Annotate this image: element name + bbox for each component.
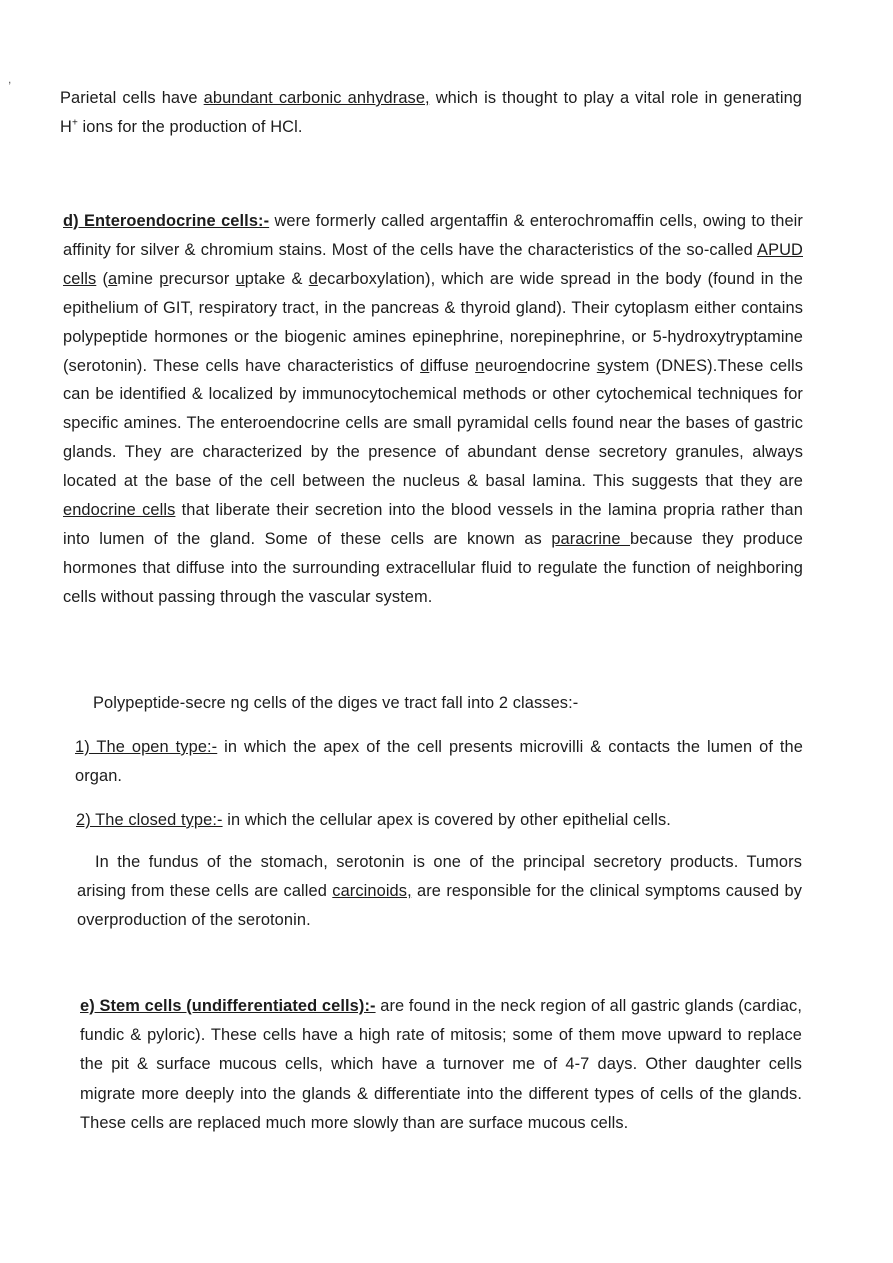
parietal-text-3: ions for the production of HCl. (77, 118, 303, 136)
endocrine-cells-term: endocrine cells (63, 501, 176, 520)
enteroendocrine-heading: d) Enteroendocrine cells:- (63, 212, 270, 230)
parietal-text-1: Parietal cells have (60, 89, 204, 107)
closed-type-text: in which the cellular apex is covered by other epithelial cells. (222, 811, 671, 829)
open-type-text: in which the apex of the cell presents microvilli & contacts the lumen of the organ. (75, 738, 803, 785)
apud-letter-p: p (159, 269, 169, 288)
hydrogen-charge: + (71, 117, 78, 129)
dnes-letter-n: n (475, 356, 485, 375)
enteroendocrine-paragraph (63, 207, 803, 612)
parietal-text-2: which is thought to play a vital role in generating H (60, 89, 803, 136)
entero-text-7: iffuse (429, 356, 476, 375)
closed-type-paragraph (76, 806, 804, 835)
dnes-letter-d: d (420, 356, 430, 375)
entero-text-12: because they produce hormones that diffuse into the surrounding extracellular fluid to regulate the function of neighboring cells without passing through the vascular system. (63, 529, 803, 606)
stem-cells-paragraph (80, 992, 802, 1138)
entero-text-10: ystem (DNES).These cells can be identified & localized by immunocytochemical methods or other cytochemical techniques for specific amines. The enteroendocrine cells are small pyramidal cells found near the bases of gastric glands. They are characterized by the presence of abundant dense secretory granules, always located at the base of the cell between the nucleus & basal lamina. This suggests that they are (63, 356, 804, 491)
entero-text-9: ndocrine (526, 356, 597, 375)
carbonic-anhydrase-term: abundant carbonic anhydrase, (203, 89, 430, 107)
entero-text-8: euro (484, 356, 518, 375)
apud-letter-u: u (235, 269, 245, 288)
dnes-letter-s: s (596, 356, 606, 375)
stem-cells-heading: e) Stem cells (undifferentiated cells):- (80, 997, 376, 1015)
margin-mark: , (8, 72, 12, 86)
closed-type-label: 2) The closed type:- (76, 811, 223, 829)
entero-text-4: recursor (168, 269, 236, 288)
dnes-letter-e: e (517, 356, 527, 375)
stem-cells-text: are found in the neck region of all gastric glands (cardiac, fundic & pyloric). These cells have a high rate of mitosis; some of them move upward to replace the pit & surface mucous cells, which have a turnover me of 4-7 days. Other daughter cells migrate more deeply into the glands & differentiate into the different types of cells of the glands. These cells are replaced much more slowly than are surface mucous cells. (80, 997, 802, 1132)
paracrine-term: paracrine (551, 529, 631, 548)
entero-text-11: that liberate their secretion into the blood vessels in the lamina propria rather than into lumen of the gland. Some of these cells are known as (63, 501, 803, 548)
open-type-label: 1) The open type:- (75, 738, 218, 756)
carcinoids-term: carcinoids, (332, 882, 412, 900)
entero-text-1: were formerly called argentaffin & enterochromaffin cells, owing to their affinity for silver & chromium stains. Most of the cells have the characteristics of the so-called (63, 212, 803, 259)
fundus-text-2: are responsible for the clinical symptoms caused by overproduction of the serotonin. (77, 882, 803, 929)
apud-letter-a: a (108, 269, 118, 288)
polypeptide-line: Polypeptide-secre ng cells of the diges ve tract fall into 2 classes:- (93, 694, 579, 712)
entero-text-2: ( (96, 269, 108, 288)
entero-text-5: ptake & (244, 269, 309, 288)
open-type-paragraph (75, 733, 803, 791)
entero-text-6: ecarboxylation), which are wide spread in the body (found in the epithelium of GIT, respiratory tract, in the pancreas & thyroid gland). Their cytoplasm either contains polypeptide hormones or the biogenic amines epinephrine, norepinephrine, or 5-hydroxytryptamine (serotonin). These cells have characteristics of (63, 269, 803, 375)
apud-cells-term: APUD cells (63, 240, 803, 288)
apud-letter-d: d (308, 269, 318, 288)
parietal-paragraph (60, 84, 802, 142)
fundus-paragraph (77, 848, 802, 935)
entero-text-3: mine (117, 269, 160, 288)
fundus-text-1: In the fundus of the stomach, serotonin is one of the principal secretory products. Tumors arising from these cells are called (77, 853, 802, 900)
